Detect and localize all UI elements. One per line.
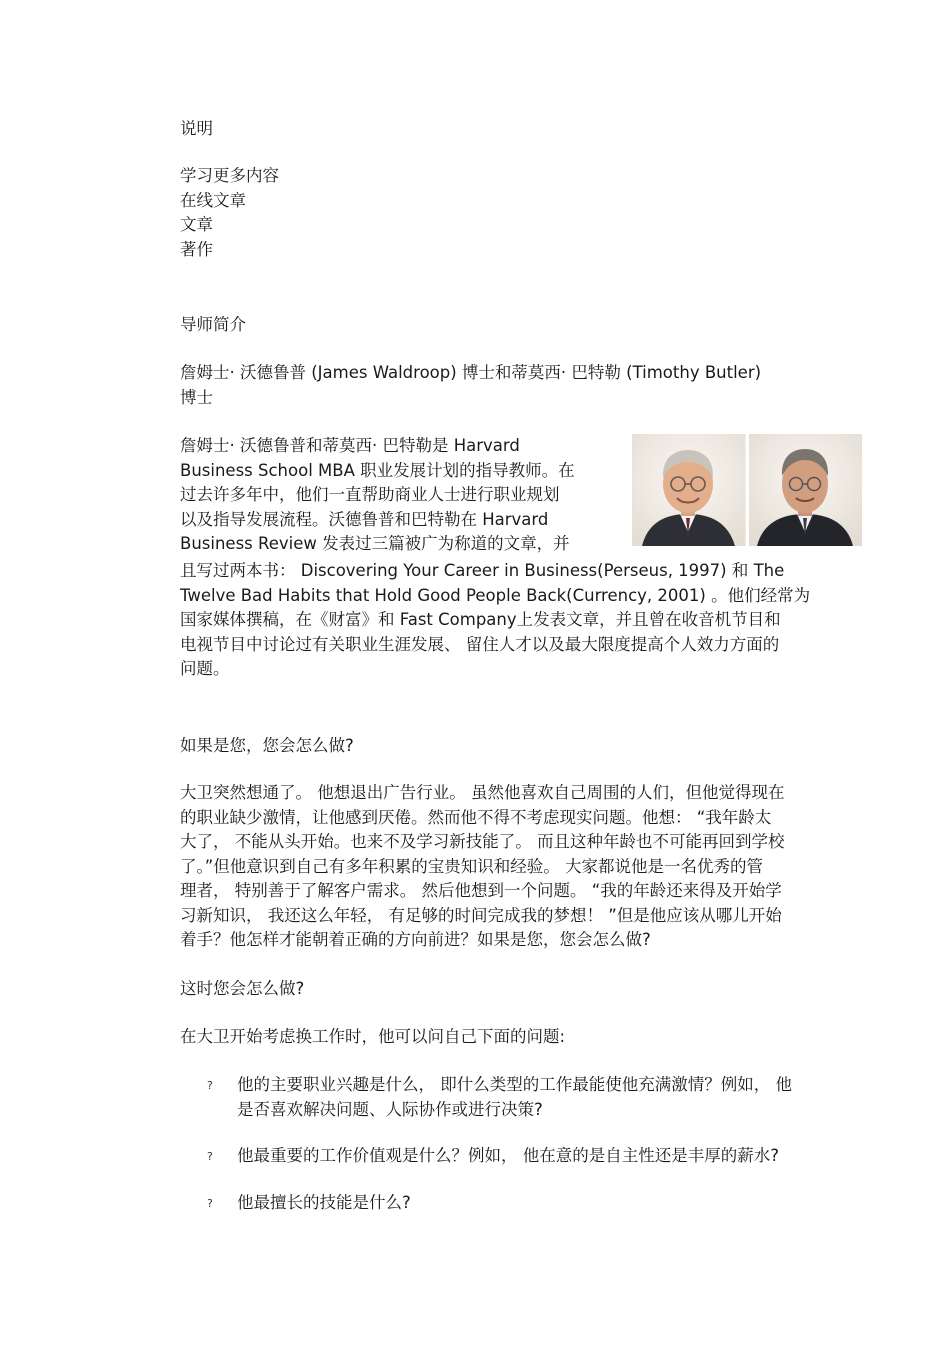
mentor-names: [180, 361, 860, 410]
now-heading: 这时您会怎么做?: [180, 979, 305, 998]
notes-heading: 说明: [180, 119, 213, 138]
bio-line: 国家媒体撰稿，在《财富》和 Fast Company上发表文章，并且曾在收音机节目和: [180, 610, 781, 629]
question-list: [207, 1073, 862, 1215]
bio-line: 詹姆士· 沃德鲁普和蒂莫西· 巴特勒是 Harvard: [180, 436, 520, 455]
bullet-icon: ?: [207, 1196, 213, 1210]
story-line: 理者， 特别善于了解客户需求。 然后他想到一个问题。 “我的年龄还来得及开始学: [180, 881, 782, 900]
list-item: [207, 1191, 862, 1216]
portrait-timothy-butler: [749, 434, 863, 546]
bullet-icon: ?: [207, 1150, 213, 1163]
questions-intro: 在大卫开始考虑换工作时，他可以问自己下面的问题:: [180, 1027, 566, 1046]
bio-line: 且写过两本书： Discovering Your Career in Business(Perseus, 1997) 和 The: [180, 561, 785, 580]
portrait-james-waldroop-image: [632, 434, 745, 546]
story-line: 的职业缺少激情，让他感到厌倦。然而他不得不考虑现实问题。他想： “我年龄太: [180, 807, 772, 827]
list-item: [207, 1144, 862, 1169]
list-item: [207, 1073, 862, 1122]
mentor-names-line: 詹姆士· 沃德鲁普 (James Waldroop) 博士和蒂莫西· 巴特勒 (Timothy Butler): [180, 363, 762, 382]
list-item-line: 他最擅长的技能是什么?: [237, 1192, 411, 1212]
story-line: 大卫突然想通了。 他想退出广告行业。 虽然他喜欢自己周围的人们，但他觉得现在: [180, 783, 785, 802]
list-item-line: 是否喜欢解决问题、人际协作或进行决策?: [237, 1099, 543, 1119]
bio-line: Business Review 发表过三篇被广为称道的文章，并: [180, 534, 570, 553]
story-line: 习新知识， 我还这么年轻， 有足够的时间完成我的梦想！ ”但是他应该从哪儿开始: [180, 905, 782, 925]
mentor-heading: 导师简介: [180, 315, 246, 334]
link-learn-more: 学习更多内容: [180, 166, 279, 185]
link-books: 著作: [180, 239, 213, 259]
links-list: [180, 164, 860, 262]
bio-full: [180, 559, 860, 682]
list-item-line: 他最重要的工作价值观是什么？例如， 他在意的是自主性还是丰厚的薪水?: [237, 1146, 780, 1165]
bio-line: 以及指导发展流程。沃德鲁普和巴特勒在 Harvard: [180, 509, 549, 529]
question-heading: 如果是您，您会怎么做?: [180, 736, 354, 755]
bio-wrapped: [180, 434, 620, 557]
bullet-icon: ?: [207, 1079, 213, 1092]
story-line: 着手？他怎样才能朝着正确的方向前进？如果是您，您会怎么做?: [180, 930, 651, 949]
mentor-names-line: 博士: [180, 387, 213, 407]
story-line: 了。”但他意识到自己有多年积累的宝贵知识和经验。 大家都说他是一名优秀的管: [180, 856, 764, 876]
bio-line: 问题。: [180, 659, 230, 678]
link-articles: 文章: [180, 215, 213, 234]
bio-line: Twelve Bad Habits that Hold Good People Back(Currency, 2001) 。他们经常为: [180, 585, 811, 605]
bio-line: Business School MBA 职业发展计划的指导教师。在: [180, 460, 575, 480]
bio-line: 电视节目中讨论过有关职业生涯发展、 留住人才以及最大限度提高个人效力方面的: [180, 634, 780, 654]
story-paragraph: [180, 781, 860, 953]
link-online-articles: 在线文章: [180, 190, 246, 210]
bio-line: 过去许多年中，他们一直帮助商业人士进行职业规划: [180, 485, 560, 504]
portrait-timothy-butler-image: [749, 434, 862, 546]
story-line: 大了， 不能从头开始。也来不及学习新技能了。 而且这种年龄也不可能再回到学校: [180, 832, 785, 851]
mentor-photos: [632, 434, 862, 546]
list-item-line: 他的主要职业兴趣是什么， 即什么类型的工作最能使他充满激情？例如， 他: [237, 1075, 792, 1094]
portrait-james-waldroop: [632, 434, 746, 546]
